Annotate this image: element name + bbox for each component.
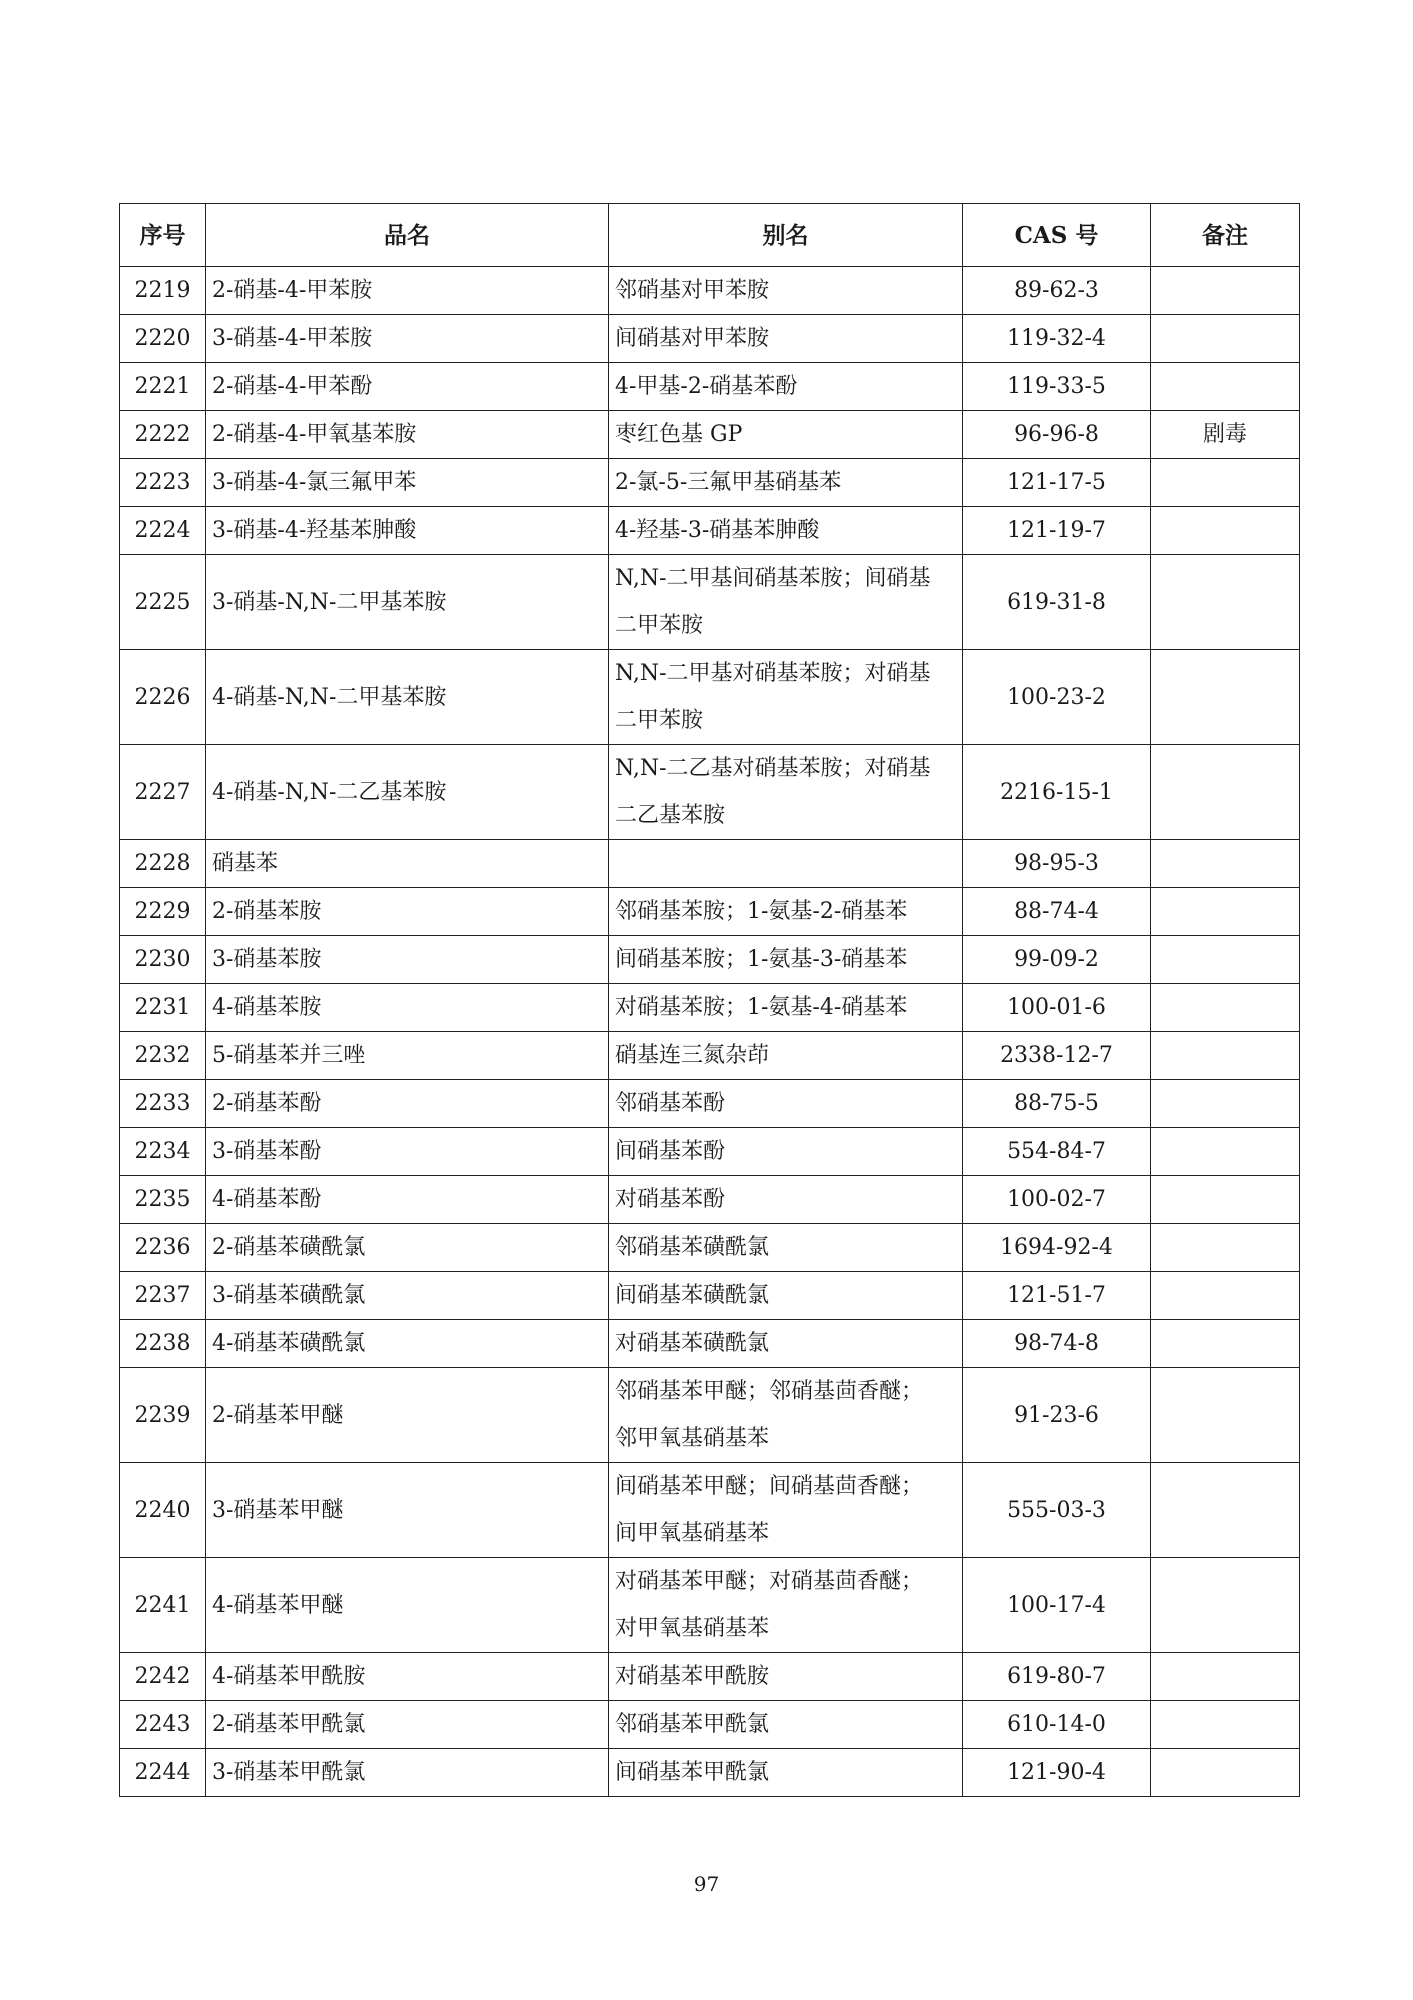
product-name-cell: 2-硝基苯磺酰氯 <box>206 1224 609 1272</box>
remarks-cell <box>1151 1558 1300 1653</box>
remarks-cell <box>1151 840 1300 888</box>
remarks-cell <box>1151 1320 1300 1368</box>
remarks-cell <box>1151 1272 1300 1320</box>
remarks-cell <box>1151 1749 1300 1797</box>
remarks-cell <box>1151 1701 1300 1749</box>
alias-cell <box>609 1653 963 1701</box>
alias-line: 间硝基苯酚 <box>615 1139 726 1164</box>
remarks-cell <box>1151 1080 1300 1128</box>
alias-line: 间甲氧基硝基苯 <box>615 1521 770 1546</box>
cas-number-cell: 119-33-5 <box>963 363 1151 411</box>
serial-number-cell: 2231 <box>120 984 206 1032</box>
product-name-cell: 4-硝基-N,N-二乙基苯胺 <box>206 745 609 840</box>
product-name-cell: 3-硝基-4-氯三氟甲苯 <box>206 459 609 507</box>
alias-line: N,N-二甲基间硝基苯胺；间硝基 <box>615 566 931 591</box>
product-name-cell: 2-硝基苯酚 <box>206 1080 609 1128</box>
alias-line: 间硝基苯磺酰氯 <box>615 1283 770 1308</box>
serial-number-cell: 2233 <box>120 1080 206 1128</box>
table-row <box>120 650 1300 745</box>
product-name-cell: 4-硝基苯甲醚 <box>206 1558 609 1653</box>
cas-number-cell: 98-95-3 <box>963 840 1151 888</box>
alias-line: 间硝基苯甲酰氯 <box>615 1760 770 1785</box>
alias-line: 枣红色基 GP <box>615 422 743 447</box>
alias-cell <box>609 363 963 411</box>
product-name-cell: 硝基苯 <box>206 840 609 888</box>
serial-number-cell: 2238 <box>120 1320 206 1368</box>
table-row <box>120 555 1300 650</box>
alias-line: 4-甲基-2-硝基苯酚 <box>615 374 798 399</box>
table-row <box>120 1224 1300 1272</box>
table-row <box>120 1701 1300 1749</box>
alias-cell <box>609 267 963 315</box>
alias-cell <box>609 1463 963 1558</box>
alias-line: 邻硝基对甲苯胺 <box>615 278 770 303</box>
serial-number-cell: 2232 <box>120 1032 206 1080</box>
alias-line: 对硝基苯胺；1-氨基-4-硝基苯 <box>615 995 908 1020</box>
table-row <box>120 745 1300 840</box>
table-row <box>120 936 1300 984</box>
cas-number-cell: 555-03-3 <box>963 1463 1151 1558</box>
cas-number-cell: 88-75-5 <box>963 1080 1151 1128</box>
remarks-cell <box>1151 1032 1300 1080</box>
table-row <box>120 1653 1300 1701</box>
serial-number-cell: 2227 <box>120 745 206 840</box>
remarks-cell: 剧毒 <box>1151 411 1300 459</box>
remarks-cell <box>1151 1653 1300 1701</box>
remarks-cell <box>1151 1463 1300 1558</box>
remarks-cell <box>1151 507 1300 555</box>
alias-cell <box>609 411 963 459</box>
header-product-name: 品名 <box>206 204 609 267</box>
remarks-cell <box>1151 459 1300 507</box>
alias-line: 邻硝基苯甲醚；邻硝基茴香醚； <box>615 1379 924 1404</box>
alias-line: 邻硝基苯磺酰氯 <box>615 1235 770 1260</box>
alias-line: 间硝基苯胺；1-氨基-3-硝基苯 <box>615 947 908 972</box>
cas-number-cell: 1694-92-4 <box>963 1224 1151 1272</box>
serial-number-cell: 2235 <box>120 1176 206 1224</box>
remarks-cell <box>1151 1224 1300 1272</box>
alias-cell <box>609 1558 963 1653</box>
product-name-cell: 3-硝基苯酚 <box>206 1128 609 1176</box>
product-name-cell: 3-硝基苯甲酰氯 <box>206 1749 609 1797</box>
alias-line: 邻硝基苯胺；1-氨基-2-硝基苯 <box>615 899 908 924</box>
product-name-cell: 5-硝基苯并三唑 <box>206 1032 609 1080</box>
serial-number-cell: 2243 <box>120 1701 206 1749</box>
alias-line: 二甲苯胺 <box>615 708 704 733</box>
table-row <box>120 507 1300 555</box>
alias-cell <box>609 1176 963 1224</box>
table-row <box>120 315 1300 363</box>
product-name-cell: 3-硝基-4-羟基苯胂酸 <box>206 507 609 555</box>
cas-number-cell: 619-80-7 <box>963 1653 1151 1701</box>
alias-line: 2-氯-5-三氟甲基硝基苯 <box>615 470 842 495</box>
cas-number-cell: 2216-15-1 <box>963 745 1151 840</box>
product-name-cell: 4-硝基苯磺酰氯 <box>206 1320 609 1368</box>
product-name-cell: 2-硝基-4-甲苯胺 <box>206 267 609 315</box>
product-name-cell: 3-硝基苯甲醚 <box>206 1463 609 1558</box>
remarks-cell <box>1151 650 1300 745</box>
alias-cell <box>609 1032 963 1080</box>
cas-number-cell: 100-02-7 <box>963 1176 1151 1224</box>
alias-line: 二甲苯胺 <box>615 613 704 638</box>
table-row <box>120 1080 1300 1128</box>
product-name-cell: 4-硝基苯甲酰胺 <box>206 1653 609 1701</box>
remarks-cell <box>1151 315 1300 363</box>
header-cas-number: CAS 号 <box>963 204 1151 267</box>
cas-number-cell: 89-62-3 <box>963 267 1151 315</box>
alias-line: 对硝基苯甲醚；对硝基茴香醚； <box>615 1569 924 1594</box>
alias-cell <box>609 1368 963 1463</box>
remarks-cell <box>1151 936 1300 984</box>
remarks-cell <box>1151 1176 1300 1224</box>
alias-cell <box>609 1224 963 1272</box>
table-row <box>120 1368 1300 1463</box>
cas-number-cell: 100-17-4 <box>963 1558 1151 1653</box>
alias-line: 邻硝基苯酚 <box>615 1091 726 1116</box>
alias-cell <box>609 650 963 745</box>
alias-cell <box>609 1320 963 1368</box>
table-row <box>120 459 1300 507</box>
cas-number-cell: 88-74-4 <box>963 888 1151 936</box>
cas-number-cell: 98-74-8 <box>963 1320 1151 1368</box>
alias-line: 对硝基苯甲酰胺 <box>615 1664 770 1689</box>
alias-line: 间硝基对甲苯胺 <box>615 326 770 351</box>
serial-number-cell: 2222 <box>120 411 206 459</box>
product-name-cell: 2-硝基苯胺 <box>206 888 609 936</box>
serial-number-cell: 2224 <box>120 507 206 555</box>
serial-number-cell: 2234 <box>120 1128 206 1176</box>
table-row <box>120 1463 1300 1558</box>
page-number: 97 <box>693 1872 720 1896</box>
product-name-cell: 4-硝基苯酚 <box>206 1176 609 1224</box>
cas-number-cell: 100-01-6 <box>963 984 1151 1032</box>
serial-number-cell: 2239 <box>120 1368 206 1463</box>
serial-number-cell: 2244 <box>120 1749 206 1797</box>
product-name-cell: 2-硝基-4-甲苯酚 <box>206 363 609 411</box>
serial-number-cell: 2237 <box>120 1272 206 1320</box>
table-row <box>120 1272 1300 1320</box>
product-name-cell: 2-硝基苯甲醚 <box>206 1368 609 1463</box>
chemical-list-table <box>119 203 1300 1797</box>
alias-line: 二乙基苯胺 <box>615 803 726 828</box>
alias-cell <box>609 936 963 984</box>
table-row <box>120 1558 1300 1653</box>
cas-number-cell: 2338-12-7 <box>963 1032 1151 1080</box>
cas-number-cell: 610-14-0 <box>963 1701 1151 1749</box>
product-name-cell: 4-硝基苯胺 <box>206 984 609 1032</box>
alias-cell <box>609 745 963 840</box>
table-row <box>120 1032 1300 1080</box>
table-row <box>120 411 1300 459</box>
cas-number-cell: 96-96-8 <box>963 411 1151 459</box>
product-name-cell: 3-硝基苯磺酰氯 <box>206 1272 609 1320</box>
alias-cell <box>609 984 963 1032</box>
cas-number-cell: 91-23-6 <box>963 1368 1151 1463</box>
serial-number-cell: 2223 <box>120 459 206 507</box>
table-row <box>120 1128 1300 1176</box>
table-row <box>120 1749 1300 1797</box>
cas-number-cell: 619-31-8 <box>963 555 1151 650</box>
alias-line: 4-羟基-3-硝基苯胂酸 <box>615 518 820 543</box>
table-header-row <box>120 204 1300 267</box>
product-name-cell: 4-硝基-N,N-二甲基苯胺 <box>206 650 609 745</box>
serial-number-cell: 2229 <box>120 888 206 936</box>
product-name-cell: 3-硝基苯胺 <box>206 936 609 984</box>
table-row <box>120 1320 1300 1368</box>
table-row <box>120 840 1300 888</box>
remarks-cell <box>1151 267 1300 315</box>
serial-number-cell: 2236 <box>120 1224 206 1272</box>
serial-number-cell: 2220 <box>120 315 206 363</box>
serial-number-cell: 2240 <box>120 1463 206 1558</box>
header-alias: 别名 <box>609 204 963 267</box>
alias-line: N,N-二乙基对硝基苯胺；对硝基 <box>615 756 931 781</box>
table-body <box>120 267 1300 1797</box>
cas-number-cell: 121-19-7 <box>963 507 1151 555</box>
serial-number-cell: 2225 <box>120 555 206 650</box>
alias-cell <box>609 507 963 555</box>
serial-number-cell: 2228 <box>120 840 206 888</box>
cas-number-cell: 121-51-7 <box>963 1272 1151 1320</box>
alias-cell <box>609 1701 963 1749</box>
alias-cell <box>609 1272 963 1320</box>
remarks-cell <box>1151 984 1300 1032</box>
alias-cell <box>609 1749 963 1797</box>
serial-number-cell: 2226 <box>120 650 206 745</box>
alias-line: 邻甲氧基硝基苯 <box>615 1426 770 1451</box>
remarks-cell <box>1151 745 1300 840</box>
product-name-cell: 3-硝基-4-甲苯胺 <box>206 315 609 363</box>
alias-cell <box>609 840 963 888</box>
product-name-cell: 2-硝基苯甲酰氯 <box>206 1701 609 1749</box>
table-row <box>120 363 1300 411</box>
cas-number-cell: 121-17-5 <box>963 459 1151 507</box>
table-row <box>120 888 1300 936</box>
alias-line: 硝基连三氮杂茚 <box>615 1043 770 1068</box>
table-row <box>120 267 1300 315</box>
alias-line: 邻硝基苯甲酰氯 <box>615 1712 770 1737</box>
cas-number-cell: 554-84-7 <box>963 1128 1151 1176</box>
cas-number-cell: 121-90-4 <box>963 1749 1151 1797</box>
remarks-cell <box>1151 1368 1300 1463</box>
remarks-cell <box>1151 1128 1300 1176</box>
header-serial-number: 序号 <box>120 204 206 267</box>
alias-cell <box>609 1128 963 1176</box>
alias-cell <box>609 459 963 507</box>
serial-number-cell: 2221 <box>120 363 206 411</box>
serial-number-cell: 2242 <box>120 1653 206 1701</box>
table-row <box>120 1176 1300 1224</box>
cas-number-cell: 119-32-4 <box>963 315 1151 363</box>
remarks-cell <box>1151 888 1300 936</box>
alias-line: 对硝基苯磺酰氯 <box>615 1331 770 1356</box>
alias-cell <box>609 555 963 650</box>
alias-cell <box>609 1080 963 1128</box>
alias-cell <box>609 315 963 363</box>
alias-cell <box>609 888 963 936</box>
alias-line: 对硝基苯酚 <box>615 1187 726 1212</box>
alias-line: 对甲氧基硝基苯 <box>615 1616 770 1641</box>
serial-number-cell: 2219 <box>120 267 206 315</box>
product-name-cell: 3-硝基-N,N-二甲基苯胺 <box>206 555 609 650</box>
product-name-cell: 2-硝基-4-甲氧基苯胺 <box>206 411 609 459</box>
remarks-cell <box>1151 363 1300 411</box>
serial-number-cell: 2230 <box>120 936 206 984</box>
table-row <box>120 984 1300 1032</box>
cas-number-cell: 100-23-2 <box>963 650 1151 745</box>
alias-line: 间硝基苯甲醚；间硝基茴香醚； <box>615 1474 924 1499</box>
cas-number-cell: 99-09-2 <box>963 936 1151 984</box>
alias-line: N,N-二甲基对硝基苯胺；对硝基 <box>615 661 931 686</box>
header-remarks: 备注 <box>1151 204 1300 267</box>
remarks-cell <box>1151 555 1300 650</box>
serial-number-cell: 2241 <box>120 1558 206 1653</box>
